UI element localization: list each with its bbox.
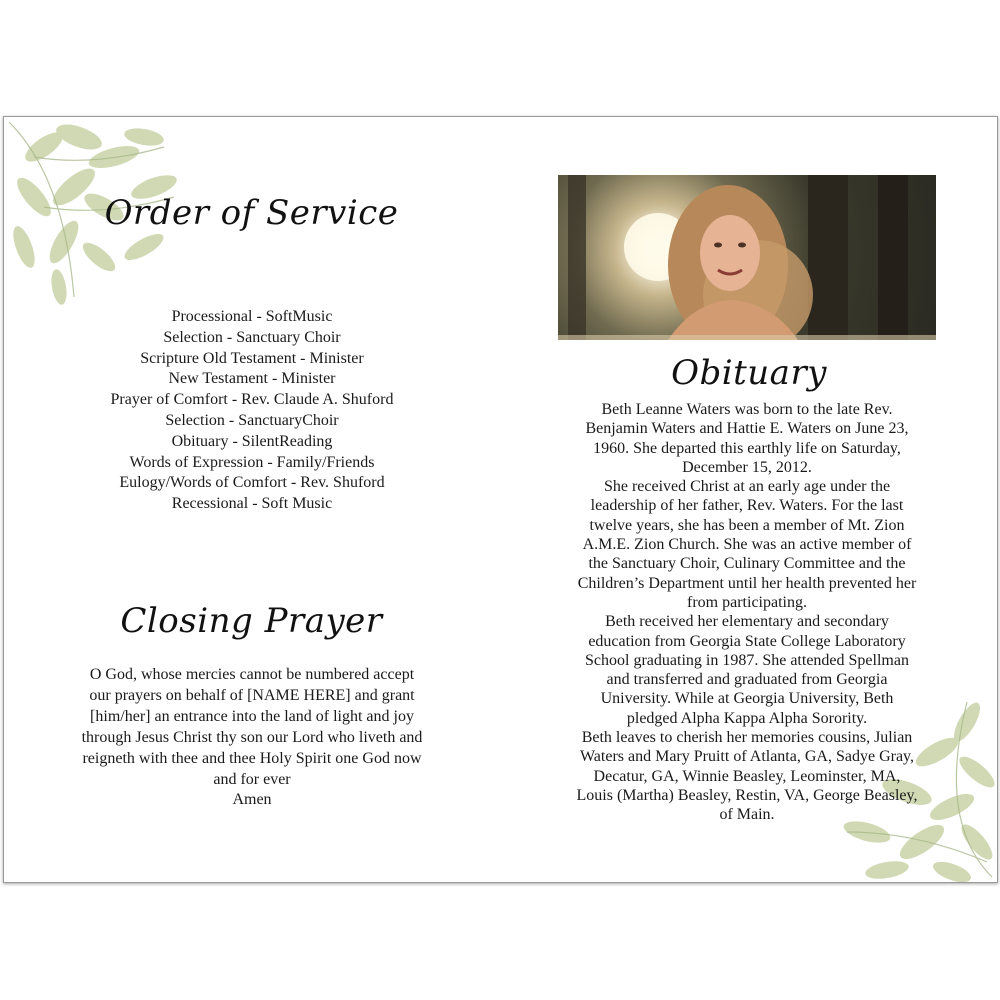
obituary-line: Children’s Department until her health prevented her xyxy=(577,574,917,592)
program-sheet xyxy=(3,116,998,883)
prayer-line: and for ever xyxy=(213,770,291,788)
obituary-line: Benjamin Waters and Hattie E. Waters on June 23, xyxy=(585,420,909,438)
prayer-line: through Jesus Christ thy son our Lord who liveth and xyxy=(81,728,423,746)
portrait-illustration xyxy=(558,175,936,340)
obituary-line: twelve years, she has been a member of Mt. Zion xyxy=(589,516,905,534)
service-item: Eulogy/Words of Comfort - Rev. Shuford xyxy=(119,474,385,492)
prayer-line: Amen xyxy=(232,791,272,809)
service-item: Prayer of Comfort - Rev. Claude A. Shuford xyxy=(110,391,394,409)
obituary-line: A.M.E. Zion Church. She was an active member of xyxy=(582,536,912,554)
obituary-line: She received Christ at an early age under the xyxy=(603,478,891,496)
prayer-line: reigneth with thee and thee Holy Spirit one God now xyxy=(82,749,422,767)
portrait-photo xyxy=(558,175,936,340)
service-order-list xyxy=(52,307,452,515)
obituary-line: and transferred and graduated from Georgia xyxy=(606,671,888,689)
closing-prayer-heading: Closing Prayer xyxy=(120,601,383,641)
closing-prayer-text xyxy=(52,665,452,811)
obituary-line: Beth Leanne Waters was born to the late Rev. xyxy=(601,401,893,418)
obituary-line: University. While at Georgia University, Beth xyxy=(600,690,894,708)
order-of-service-heading: Order of Service xyxy=(104,193,399,233)
service-item: Scripture Old Testament - Minister xyxy=(140,349,364,367)
service-item: Recessional - Soft Music xyxy=(171,495,333,513)
obituary-heading: Obituary xyxy=(671,353,827,393)
prayer-line: [him/her] an entrance into the land of light and joy xyxy=(90,707,414,725)
obituary-line: Beth received her elementary and secondary xyxy=(605,613,889,631)
obituary-line: pledged Alpha Kappa Alpha Sorority. xyxy=(626,709,868,727)
service-item: New Testament - Minister xyxy=(168,370,336,388)
obituary-line: the Sanctuary Choir, Culinary Committee and the xyxy=(588,555,906,573)
obituary-line: education from Georgia State College Laboratory xyxy=(588,632,906,650)
obituary-line: from participating. xyxy=(687,593,807,611)
obituary-line: Beth leaves to cherish her memories cousins, Julian xyxy=(581,729,913,747)
obituary-line: School graduating in 1987. She attended Spellman xyxy=(585,651,909,669)
prayer-line: our prayers on behalf of [NAME HERE] and grant xyxy=(89,686,415,704)
obituary-line: leadership of her father, Rev. Waters. For the last xyxy=(590,497,904,515)
obituary-line: 1960. She departed this earthly life on Saturday, xyxy=(593,439,901,457)
prayer-line: O God, whose mercies cannot be numbered accept xyxy=(89,666,415,683)
service-item: Selection - Sanctuary Choir xyxy=(163,328,341,346)
obituary-line: of Main. xyxy=(719,806,775,824)
service-item: Words of Expression - Family/Friends xyxy=(129,453,375,471)
obituary-line: December 15, 2012. xyxy=(682,458,812,476)
obituary-line: Decatur, GA, Winnie Beasley, Leominster, MA, xyxy=(593,767,901,785)
obituary-line: Waters and Mary Pruitt of Atlanta, GA, Sadye Gray, xyxy=(579,748,915,766)
service-item: Selection - SanctuaryChoir xyxy=(165,411,339,429)
service-item: Obituary - SilentReading xyxy=(171,432,333,450)
service-item: Processional - SoftMusic xyxy=(171,308,333,325)
obituary-line: Louis (Martha) Beasley, Restin, VA, George Beasley, xyxy=(576,786,918,804)
obituary-text xyxy=(556,400,938,825)
